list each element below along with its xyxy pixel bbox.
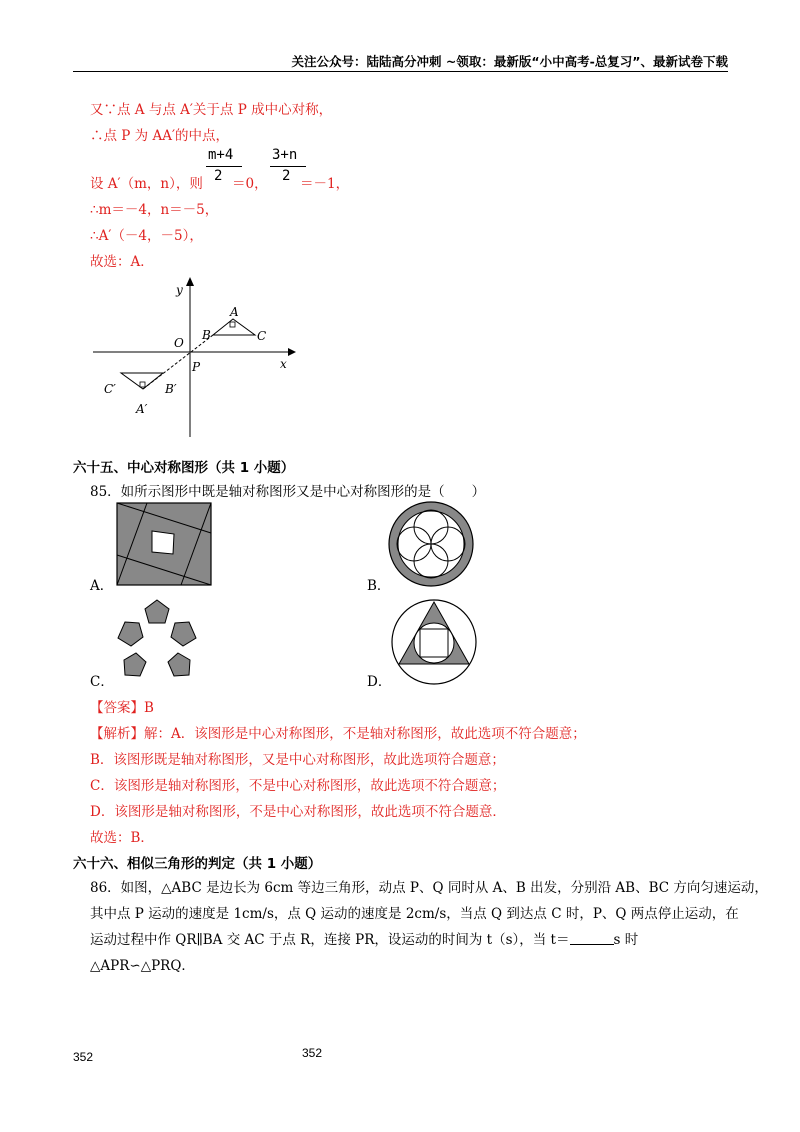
- option-b-label: B．: [367, 578, 391, 594]
- section-66-title: 六十六、相似三角形的判定（共 1 小题）: [73, 856, 322, 872]
- solution-line-5: ∴A′（－4，－5），: [90, 228, 203, 244]
- label-c-prime: C′: [104, 382, 116, 396]
- label-o: O: [174, 336, 184, 350]
- analysis-line-4: D．该图形是轴对称图形，不是中心对称图形，故此选项不符合题意．: [90, 804, 506, 820]
- label-x: x: [280, 357, 287, 371]
- label-p: P: [192, 360, 201, 374]
- fraction-2-denominator: 2: [282, 168, 291, 184]
- y-axis-arrow: [186, 277, 194, 286]
- fraction-1-bar: [206, 166, 242, 167]
- page-number-center: 352: [302, 1046, 323, 1060]
- page-number-left: 352: [73, 1050, 94, 1064]
- question-86-line-2: 其中点 P 运动的速度是 1cm/s，点 Q 运动的速度是 2cm/s，当点 Q 到达点 C 时，P、Q 两点停止运动，在: [90, 906, 739, 922]
- page-header: 关注公众号：陆陆高分冲刺 ~领取：最新版“小中高考-总复习”、最新试卷下载: [291, 54, 728, 69]
- label-c: C: [257, 329, 267, 343]
- x-axis-arrow: [288, 348, 296, 356]
- right-angle-mark-a-prime: [140, 382, 145, 387]
- solution-line-4: ∴m＝－4，n＝－5，: [90, 202, 219, 218]
- right-angle-mark-a: [230, 322, 235, 327]
- label-a: A: [230, 305, 239, 319]
- option-a-figure: [116, 502, 212, 586]
- question-85-stem: 85．如所示图形中既是轴对称图形又是中心对称图形的是（ ）: [90, 484, 486, 500]
- answer-85: 【答案】B: [90, 700, 154, 716]
- section-65-title: 六十五、中心对称图形（共 1 小题）: [73, 460, 295, 476]
- question-86-line-3-text: 运动过程中作 QR∥BA 交 AC 于点 R，连接 PR，设运动的时间为 t（s），当 t＝: [90, 932, 570, 948]
- option-b-figure: [387, 500, 475, 588]
- fraction-1-numerator: m+4: [208, 147, 234, 163]
- fraction-2-bar: [270, 166, 306, 167]
- label-a-prime: A′: [136, 402, 148, 416]
- analysis-line-1: 【解析】解：A．该图形是中心对称图形，不是轴对称图形，故此选项不符合题意；: [90, 726, 586, 742]
- solution-line-3a: 设 A′（m，n），则: [90, 176, 203, 192]
- fraction-2-numerator: 3+n: [272, 147, 298, 163]
- option-d-label: D．: [367, 674, 392, 690]
- question-86-line-4: △APR∽△PRQ．: [90, 958, 195, 974]
- solution-line-1: 又∵点 A 与点 A′关于点 P 成中心对称，: [90, 102, 333, 118]
- analysis-line-2: B．该图形既是轴对称图形，又是中心对称图形，故此选项符合题意；: [90, 752, 505, 768]
- analysis-line-3: C．该图形是轴对称图形，不是中心对称图形，故此选项不符合题意；: [90, 778, 506, 794]
- question-86-line-1: 86．如图，△ABC 是边长为 6cm 等边三角形，动点 P、Q 同时从 A、B 出发，分别沿 AB、BC 方向匀速运动，: [90, 880, 768, 896]
- option-c-figure: [112, 598, 202, 682]
- coordinate-figure: [88, 272, 308, 442]
- option-d-figure: [390, 598, 478, 686]
- label-y: y: [176, 283, 183, 297]
- header-rule: [73, 71, 728, 72]
- solution-line-2: ∴点 P 为 AA′的中点，: [90, 128, 230, 144]
- option-a-label: A．: [90, 578, 114, 594]
- solution-line-3b: ＝0，: [232, 176, 268, 192]
- solution-line-6: 故选：A．: [90, 254, 154, 270]
- solution-line-3c: ＝－1，: [300, 176, 350, 192]
- label-b: B: [202, 328, 211, 342]
- question-86-line-3-end: s 时: [613, 932, 639, 948]
- analysis-line-5: 故选：B．: [90, 830, 154, 846]
- option-c-label: C．: [90, 674, 114, 690]
- fraction-1-denominator: 2: [214, 168, 223, 184]
- label-b-prime: B′: [165, 382, 177, 396]
- question-86-line-3: [90, 928, 638, 948]
- answer-blank: [570, 932, 614, 945]
